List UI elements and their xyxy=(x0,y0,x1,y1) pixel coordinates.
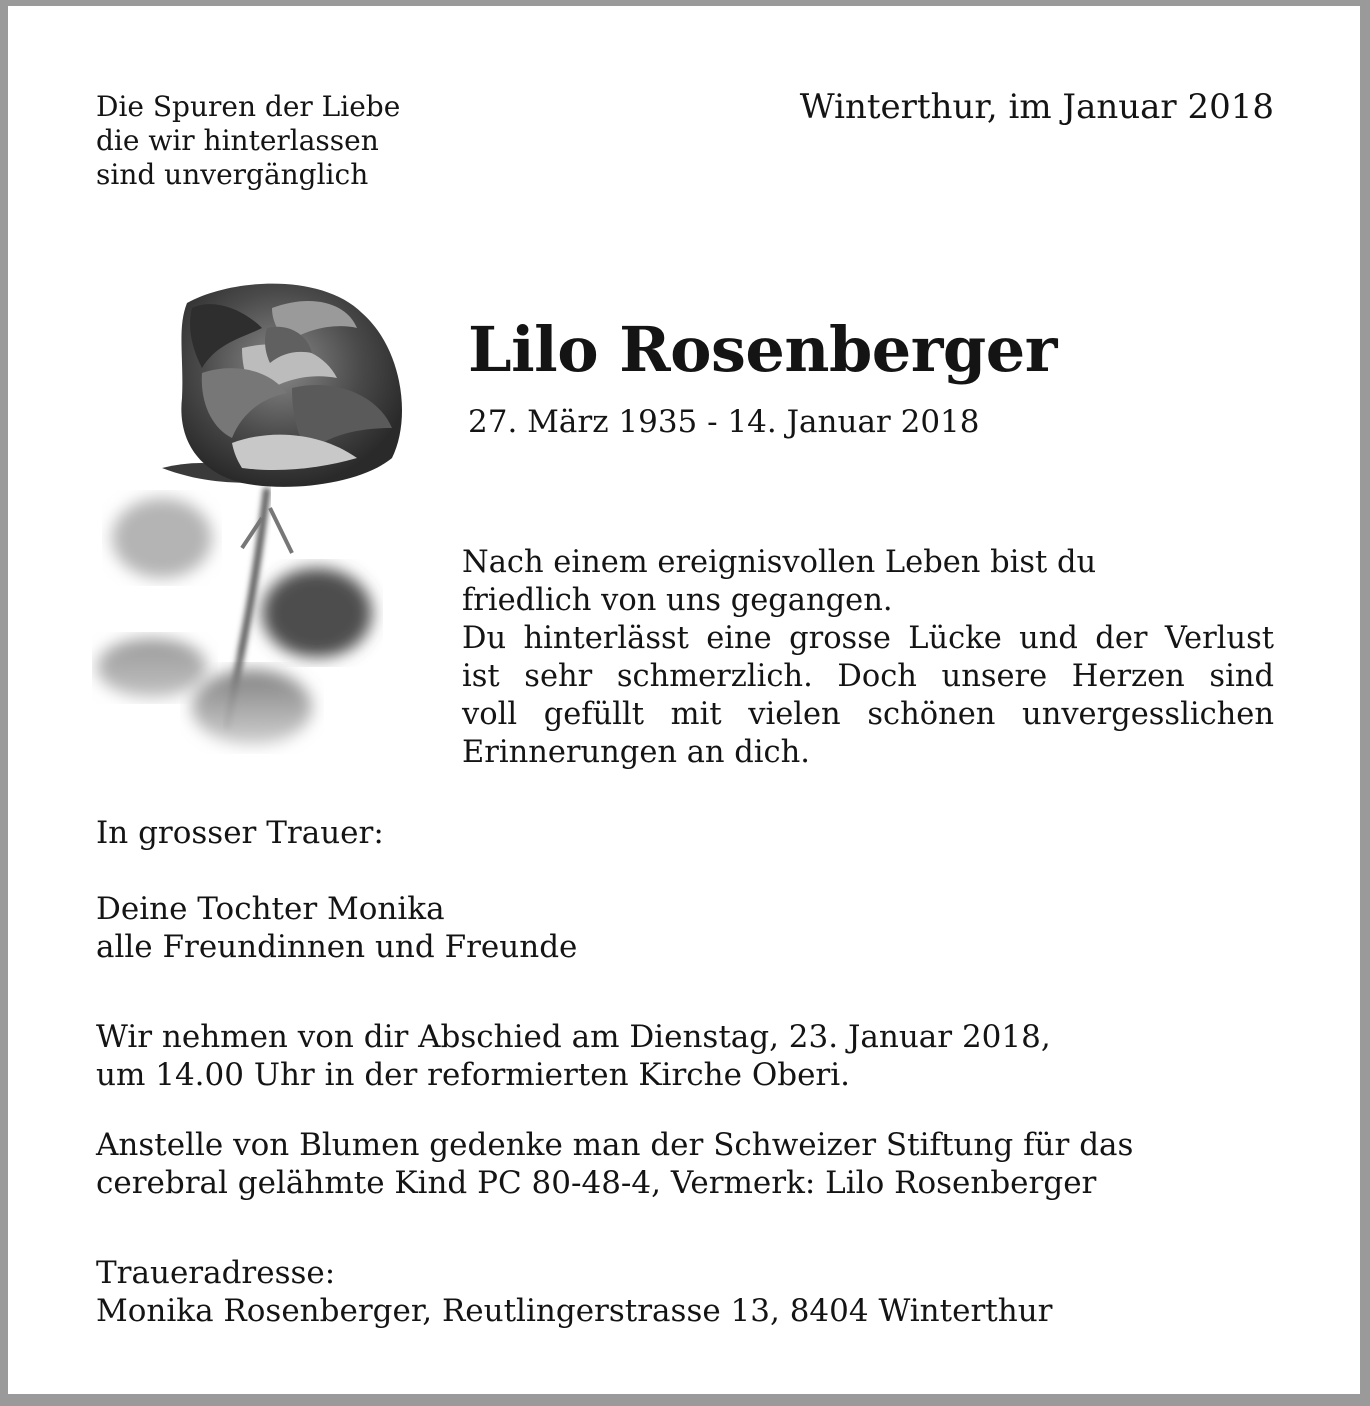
farewell-notice xyxy=(96,1018,1051,1094)
eulogy-line: ist sehr schmerzlich. Doch unsere Herzen sind xyxy=(462,659,1274,694)
mourner-line: Deine Tochter Monika xyxy=(96,891,445,927)
motto-line: Die Spuren der Liebe xyxy=(96,90,401,123)
motto-line: die wir hinterlassen xyxy=(96,124,379,157)
motto-line: sind unvergänglich xyxy=(96,158,369,191)
donation-notice xyxy=(96,1126,1133,1202)
eulogy-line: Nach einem ereignisvollen Leben bist du xyxy=(462,545,1097,580)
eulogy-line: friedlich von uns gegangen. xyxy=(462,583,893,618)
motto xyxy=(96,90,400,192)
farewell-line: Wir nehmen von dir Abschied am Dienstag, 23. Januar 2018, xyxy=(96,1019,1051,1055)
mourners-heading xyxy=(96,814,384,852)
donation-line: cerebral gelähmte Kind PC 80-48-4, Vermerk: Lilo Rosenberger xyxy=(96,1165,1097,1201)
mourning-address xyxy=(96,1254,1052,1330)
obituary-card xyxy=(8,6,1360,1394)
rose-icon xyxy=(92,268,432,768)
eulogy-line: voll gefüllt mit vielen schönen unvergesslichen xyxy=(462,697,1274,732)
life-dates: 27. März 1935 - 14. Januar 2018 xyxy=(468,404,980,440)
eulogy-line: Du hinterlässt eine grosse Lücke und der Verlust xyxy=(462,621,1274,656)
mourners-list xyxy=(96,890,577,966)
mourners-heading-text: In grosser Trauer: xyxy=(96,815,384,851)
donation-line: Anstelle von Blumen gedenke man der Schweizer Stiftung für das xyxy=(96,1127,1134,1163)
mourner-line: alle Freundinnen und Freunde xyxy=(96,929,578,965)
address-line: Monika Rosenberger, Reutlingerstrasse 13, 8404 Winterthur xyxy=(96,1293,1053,1329)
address-heading: Traueradresse: xyxy=(96,1255,336,1291)
eulogy-line: Erinnerungen an dich. xyxy=(462,735,810,770)
place-date: Winterthur, im Januar 2018 xyxy=(799,87,1274,127)
farewell-line: um 14.00 Uhr in der reformierten Kirche Oberi. xyxy=(96,1057,851,1093)
eulogy-text xyxy=(462,544,1274,772)
deceased-name: Lilo Rosenberger xyxy=(468,313,1057,386)
